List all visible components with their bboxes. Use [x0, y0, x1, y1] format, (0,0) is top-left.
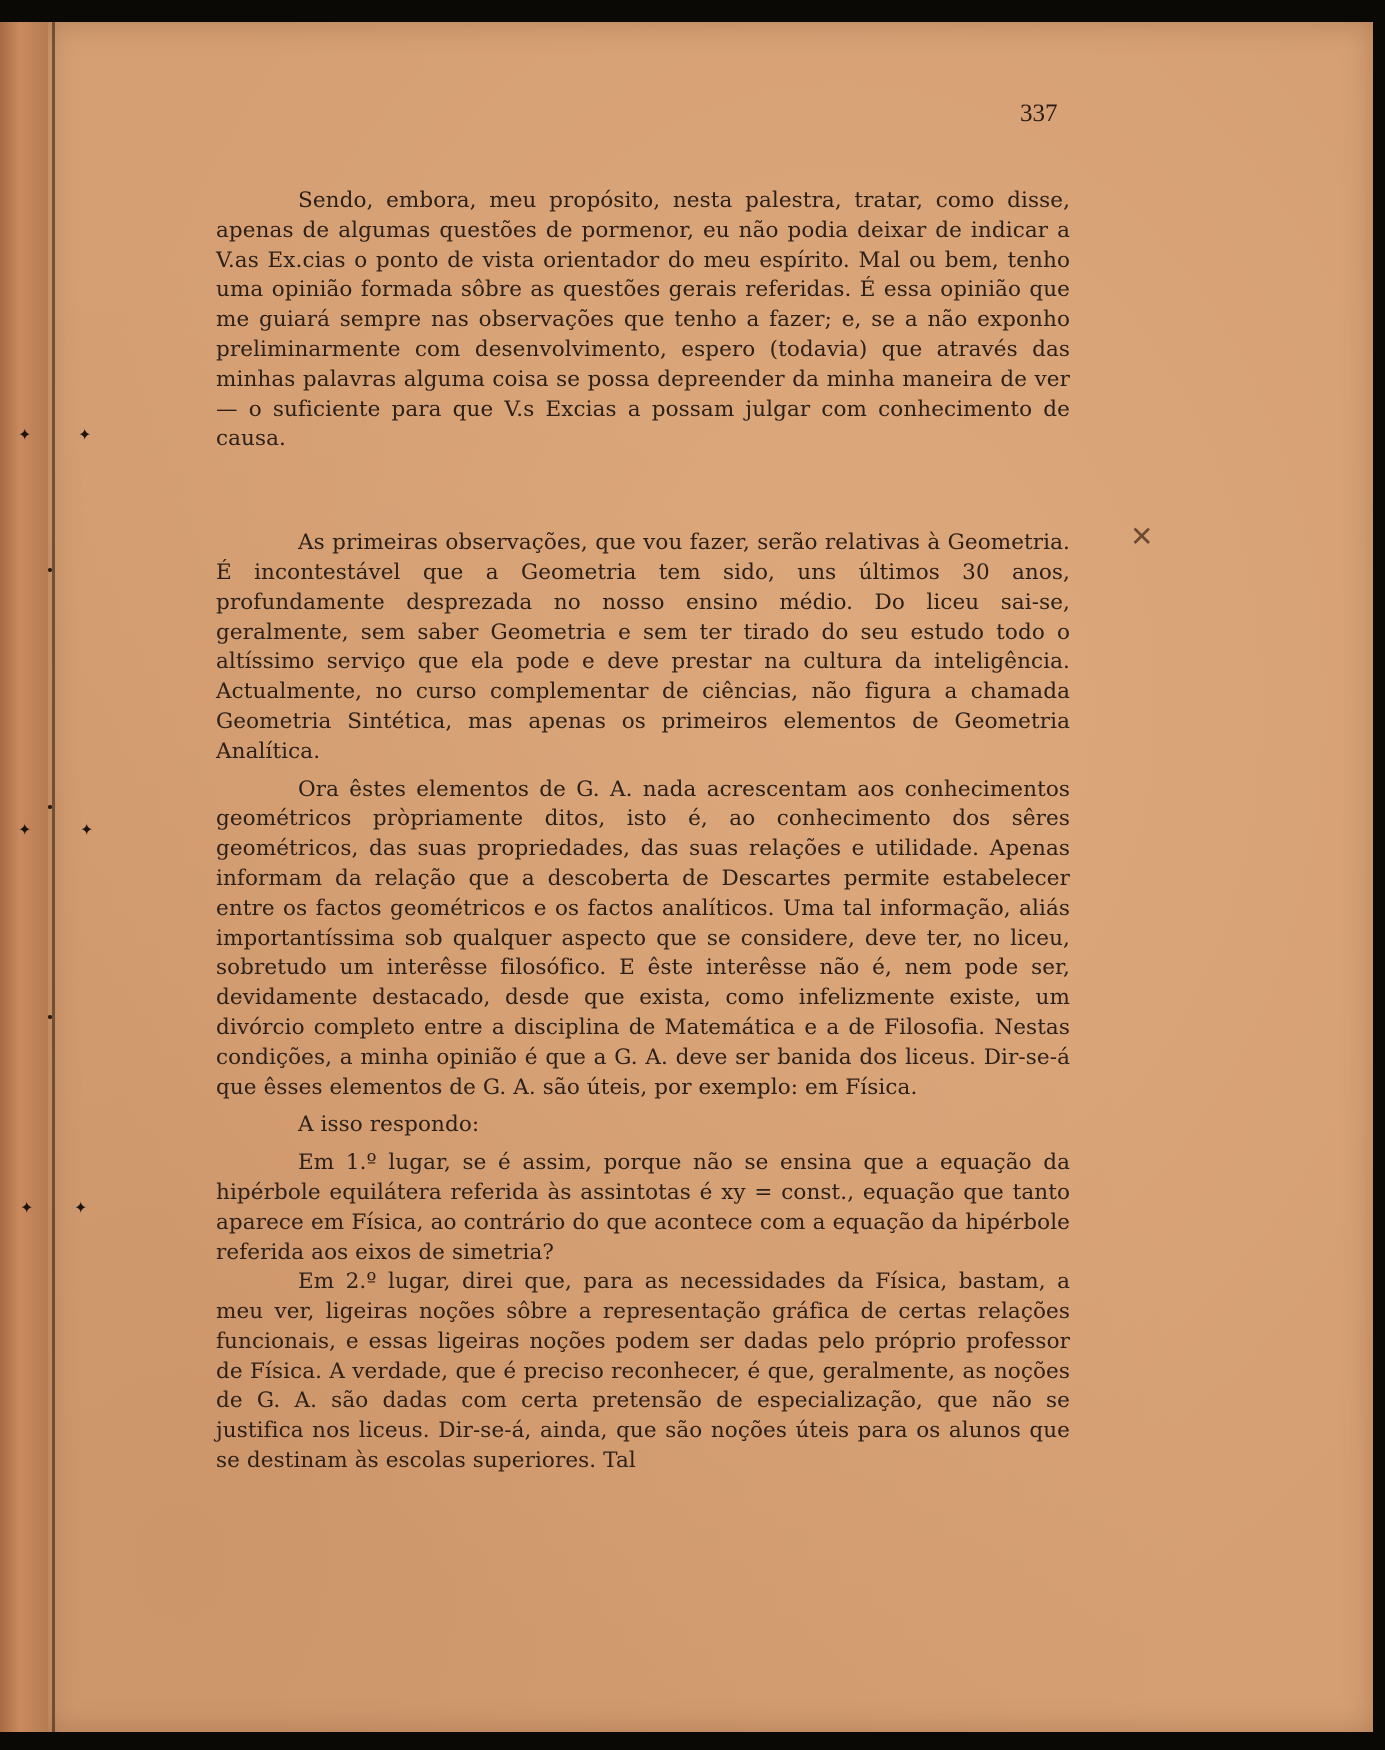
binding-line — [52, 22, 55, 1732]
margin-mark-1: ✦ — [18, 425, 32, 444]
pencil-x-mark: ✕ — [1130, 520, 1154, 553]
margin-mark-2: ✦ — [78, 425, 92, 444]
binding-hole-1 — [48, 568, 52, 572]
margin-mark-6: ✦ — [74, 1198, 88, 1217]
binding-hole-2 — [48, 805, 52, 809]
binding-hole-3 — [48, 1015, 52, 1019]
margin-mark-4: ✦ — [80, 820, 94, 839]
body-text — [216, 186, 1070, 1476]
paragraph-geometria: As primeiras observações, que vou fazer, serão relativas à Geometria. É incontestável que a Geometria tem sido, uns últimos 30 anos, profundamente desprezada no nosso ensino médio. Do liceu sai-se, geralmente, sem saber Geometria e sem ter tirado do seu estudo todo o altíssimo serviço que ela pode e deve prestar na cultura da inteligência. Actualmente, no curso complementar de ciências, não figura a chamada Geometria Sintética, mas apenas os primeiros elementos de Geometria Analítica. — [216, 530, 1070, 764]
paragraph-segundo-lugar: Em 2.º lugar, direi que, para as necessidades da Física, bastam, a meu ver, ligeiras noções sôbre a representação gráfica de certas relações funcionais, e essas ligeiras noções podem ser dadas pelo próprio professor de Física. A verdade, que é preciso reconhecer, é que, geralmente, as noções de G. A. são dadas com certa pretensão de especialização, que não se justifica nos liceus. Dir-se-á, ainda, que são noções úteis para os alunos que se destinam às escolas superiores. Tal — [216, 1269, 1070, 1474]
binding-edge — [0, 22, 50, 1732]
paragraph-intro: Sendo, embora, meu propósito, nesta palestra, tratar, como disse, apenas de algumas questões de pormenor, eu não podia deixar de indicar a V.as Ex.cias o ponto de vista orientador do meu espírito. Mal ou bem, tenho uma opinião formada sôbre as questões gerais referidas. É essa opinião que me guiará sempre nas observações que tenho a fazer; e, se a não exponho preliminarmente com desenvolvimento, espero (todavia) que através das minhas palavras alguma coisa se possa depreender da minha maneira de ver — o suficiente para que V.s Excias a possam julgar com conhecimento de causa. — [216, 188, 1070, 452]
margin-mark-3: ✦ — [18, 820, 32, 839]
paragraph-resposta: A isso respondo: — [298, 1112, 480, 1138]
paragraph-elementos-ga: Ora êstes elementos de G. A. nada acrescentam aos conhecimentos geométricos pròpriamente ditos, isto é, ao conhecimento dos sêres geométricos, das suas propriedades, das suas relações e utilidade. Apenas informam da relação que a descoberta de Descartes permite estabelecer entre os factos geométricos e os factos analíticos. Uma tal informação, aliás importantíssima sob qualquer aspecto que se considere, deve ter, no liceu, sobretudo um interêsse filosófico. E êste interêsse não é, nem pode ser, devidamente destacado, desde que exista, como infelizmente existe, um divórcio completo entre a disciplina de Matemática e a de Filosofia. Nestas condições, a minha opinião é que a G. A. deve ser banida dos liceus. Dir-se-á que êsses elementos de G. A. são úteis, por exemplo: em Física. — [216, 776, 1070, 1100]
page-number: 337 — [1020, 100, 1058, 127]
margin-mark-5: ✦ — [20, 1198, 34, 1217]
paragraph-primeiro-lugar: Em 1.º lugar, se é assim, porque não se ensina que a equação da hipérbole equilátera referida às assintotas é xy = const., equação que tanto aparece em Física, ao contrário do que acontece com a equação da hipérbole referida aos eixos de simetria? — [216, 1150, 1070, 1265]
